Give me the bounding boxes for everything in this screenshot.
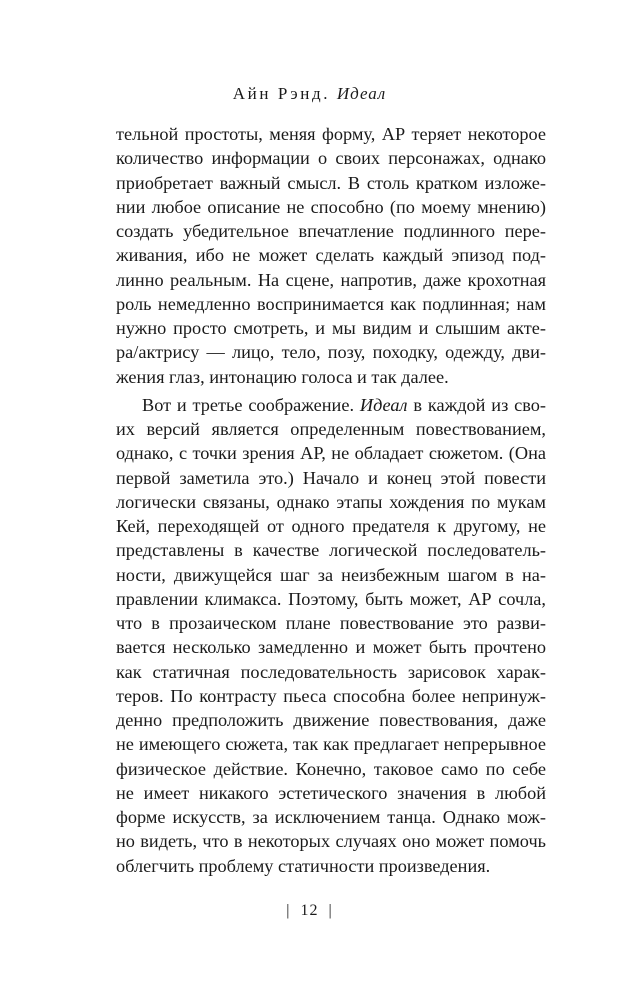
paragraph-line: форме искусств, за исключением танца. Однако мож-	[116, 807, 546, 827]
paragraph-2-book-title: Идеал	[359, 394, 408, 415]
paragraph-line: линно реальным. На сцене, напротив, даже крохотная	[116, 269, 546, 290]
paragraph-line: живания, ибо не может сделать каждый эпизод под-	[116, 245, 546, 266]
page-number-footer	[0, 901, 619, 921]
paragraph-line: облегчить проблему статичности произведения.	[116, 855, 491, 876]
paragraph-2	[116, 393, 546, 878]
paragraph-line: приобретает важный смысл. В столь кратком изложе-	[116, 172, 546, 193]
paragraph-line: представлены в качестве логической последователь-	[116, 540, 546, 561]
paragraph-line: ра/актрису — лицо, тело, позу, походку, одежду, дви-	[116, 342, 546, 363]
paragraph-line: но видеть, что в некоторых случаях оно может помочь	[116, 831, 546, 852]
paragraph-line: жения глаз, интонацию голоса и так далее.	[116, 366, 449, 387]
paragraph-line: не имеющего сюжета, так как предлагает непрерывное	[116, 734, 546, 755]
folio-bar-right: |	[328, 902, 333, 919]
running-head-title: Идеал	[336, 84, 387, 103]
paragraph-line: не имеет никакого эстетического значения в любой	[116, 782, 546, 803]
paragraph-line: создать убедительное впечатление подлинного пере-	[116, 221, 546, 241]
paragraph-line: первой заметила это.) Начало и конец этой повести	[116, 467, 546, 488]
paragraph-line: правлении климакса. Поэтому, быть может, АР сочла,	[116, 588, 546, 609]
paragraph-line: физическое действие. Конечно, таковое само по себе	[116, 758, 546, 779]
running-head-author: Айн Рэнд.	[232, 84, 331, 103]
paragraph-line: денно предположить движение повествования, даже	[116, 710, 546, 730]
paragraph-line: однако, с точки зрения АР, не обладает сюжетом. (Она	[116, 443, 546, 464]
paragraph-line: как статичная последовательность зарисовок харак-	[116, 661, 546, 682]
paragraph-2-first-line-end: в каждой из сво-	[407, 394, 546, 415]
paragraph-line: теров. По контрасту пьеса способна более непринуж-	[116, 685, 546, 706]
paragraph-line: роль немедленно воспринимается как подлинная; нам	[116, 293, 546, 314]
paragraph-line: нужно просто смотреть, и мы видим и слышим акте-	[116, 318, 546, 338]
body-text	[116, 122, 546, 878]
paragraph-2-first-line-start: Вот и третье соображение.	[142, 394, 360, 415]
paragraph-line: тельной простоты, меняя форму, АР теряет некоторое	[116, 124, 546, 144]
paragraph-line: ности, движущейся шаг за неизбежным шагом в на-	[116, 564, 546, 585]
paragraph-1	[116, 122, 546, 389]
page-number: 12	[300, 902, 319, 919]
paragraph-line: вается несколько замедленно и может быть прочтено	[116, 637, 546, 658]
paragraph-line: нии любое описание не способно (по моему мнению)	[116, 196, 546, 217]
running-head	[0, 84, 619, 104]
paragraph-line: что в прозаическом плане повествование это разви-	[116, 613, 546, 633]
folio-bar-left: |	[286, 902, 291, 919]
paragraph-line: количество информации о своих персонажах, однако	[116, 148, 546, 169]
paragraph-line: Кей, переходящей от одного предателя к другому, не	[116, 516, 546, 536]
paragraph-line	[116, 393, 546, 417]
paragraph-line: их версий является определенным повествованием,	[116, 419, 546, 439]
paragraph-line: логически связаны, однако этапы хождения по мукам	[116, 491, 546, 512]
